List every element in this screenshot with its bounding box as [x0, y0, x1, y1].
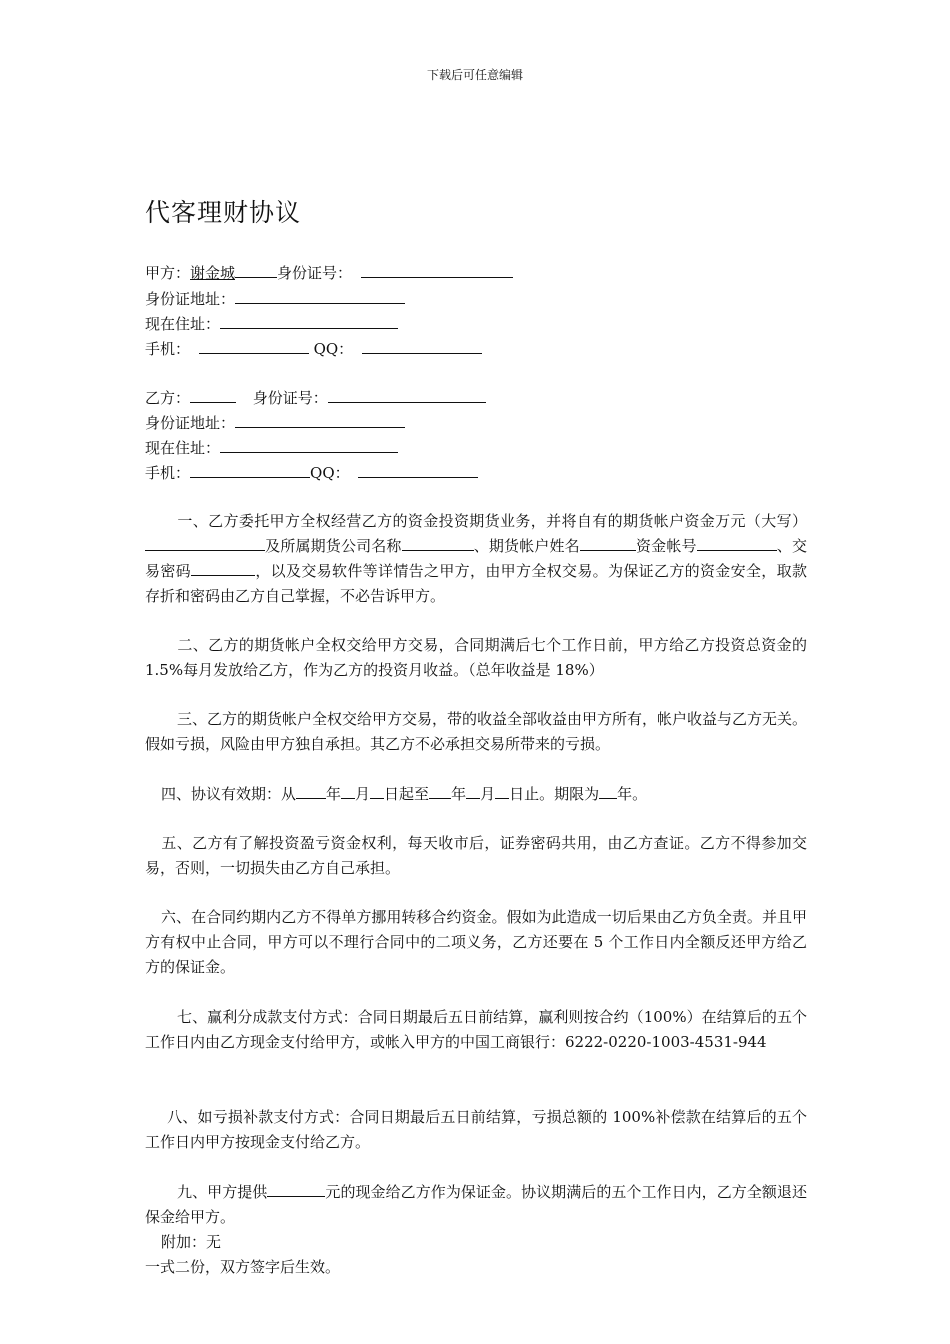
end-day-blank — [495, 784, 509, 799]
account-number-blank — [697, 536, 777, 551]
clause-1-text-e: 、交易密码 — [145, 537, 807, 580]
clause-1-text-c: 、期货帐户姓名 — [473, 537, 580, 555]
party-a-name: 谢金城 — [190, 264, 236, 282]
party-a-current-label: 现在住址： — [145, 315, 221, 333]
clause-2 — [145, 633, 807, 683]
start-day-blank — [370, 784, 384, 799]
clause-4-text-a: 四、协议有效期：从 — [161, 785, 297, 803]
party-a-id-label: 身份证号： — [277, 264, 353, 282]
clause-8-text: 八、如亏损补款支付方式：合同日期最后五日前结算，亏损总额的 100%补偿款在结算后的五个工作日内甲方按现金支付给乙方。 — [145, 1108, 807, 1151]
party-b-addr-label: 身份证地址： — [145, 414, 236, 432]
party-a-current-line — [145, 313, 398, 334]
party-a-id-blank — [361, 263, 513, 278]
start-year-blank — [296, 784, 326, 799]
party-b-current-blank — [220, 438, 398, 453]
party-a-line — [145, 262, 513, 283]
party-b-addr-blank — [235, 413, 405, 428]
company-blank — [402, 536, 474, 551]
clause-6-text: 六、在合同约期内乙方不得单方挪用转移合约资金。假如为此造成一切后果由乙方负全责。并且甲方有权中止合同，甲方可以不理行合同中的二项义务，乙方还要在 5 个工作日内全额反还甲方给乙方的保证金。 — [145, 908, 807, 976]
party-b-address-line — [145, 412, 405, 433]
party-b-phone-label: 手机： — [145, 464, 191, 482]
party-b-name-blank — [190, 388, 236, 403]
party-a-phone-blank — [199, 339, 309, 354]
party-a-qq-label: QQ： — [313, 340, 354, 358]
party-a-qq-blank — [362, 339, 482, 354]
document-title: 代客理财协议 — [145, 198, 302, 227]
clause-1-text-b: 及所属期货公司名称 — [265, 537, 402, 555]
party-a-phone-line — [145, 338, 482, 359]
clause-1-text-a: 一、乙方委托甲方全权经营乙方的资金投资期货业务，并将自有的期货帐户资金万元（大写） — [177, 512, 807, 530]
clause-4-text-e: 年 — [451, 785, 467, 803]
clause-1-text-d: 资金帐号 — [635, 537, 697, 555]
party-b-id-label: 身份证号： — [252, 389, 328, 407]
clause-7-text: 七、赢利分成款支付方式：合同日期最后五日前结算，赢利则按合约（100%）在结算后的五个工作日内由乙方现金支付给甲方，或帐入甲方的中国工商银行：6222-0220-1003-4531-944 — [145, 1008, 807, 1051]
clause-4-text-g: 日止。期限为 — [509, 785, 600, 803]
clause-9-text-a: 九、甲方提供 — [177, 1183, 268, 1201]
party-b-current-line — [145, 437, 398, 458]
party-a-addr-label: 身份证地址： — [145, 290, 236, 308]
clause-1 — [145, 509, 807, 609]
party-a-current-blank — [220, 314, 398, 329]
party-a-phone-label: 手机： — [145, 340, 191, 358]
party-b-line — [145, 387, 486, 408]
deposit-blank — [267, 1182, 325, 1197]
start-month-blank — [341, 784, 355, 799]
clause-4-text-f: 月 — [480, 785, 496, 803]
party-b-current-label: 现在住址： — [145, 439, 221, 457]
clause-9 — [145, 1180, 807, 1230]
party-a-addr-blank — [235, 289, 405, 304]
clause-7 — [145, 1005, 807, 1055]
clause-3-text: 三、乙方的期货帐户全权交给甲方交易，带的收益全部收益由甲方所有，帐户收益与乙方无关。假如亏损，风险由甲方独自承担。其乙方不必承担交易所带来的亏损。 — [145, 710, 808, 753]
party-a-address-line — [145, 288, 405, 309]
appendix-text: 附加：无 — [161, 1233, 222, 1251]
party-b-label: 乙方： — [145, 389, 191, 407]
clause-9-text-b: 元的现金给乙方作为保证金。协议期满后的五个工作日内，乙方全额退还保金给甲方。 — [145, 1183, 807, 1226]
party-b-phone-line — [145, 462, 478, 483]
party-b-id-blank — [328, 388, 486, 403]
clause-4-text-h: 年。 — [617, 785, 648, 803]
blank — [235, 263, 277, 278]
party-b-phone-blank — [190, 463, 310, 478]
closing-line — [145, 1255, 807, 1280]
account-name-blank — [580, 536, 636, 551]
closing-text: 一式二份，双方签字后生效。 — [145, 1258, 341, 1276]
amount-blank — [145, 536, 265, 551]
appendix — [145, 1230, 807, 1255]
clause-3 — [145, 707, 807, 757]
term-blank — [599, 784, 617, 799]
party-b-qq-blank — [358, 463, 478, 478]
password-blank — [191, 561, 255, 576]
clause-5-text: 五、乙方有了解投资盈亏资金权利，每天收市后，证券密码共用，由乙方查证。乙方不得参加交易，否则，一切损失由乙方自己承担。 — [145, 834, 807, 877]
clause-4-text-c: 月 — [355, 785, 371, 803]
clause-2-text: 二、乙方的期货帐户全权交给甲方交易，合同期满后七个工作日前，甲方给乙方投资总资金的 1.5%每月发放给乙方，作为乙方的投资月收益。（总年收益是 18%） — [145, 636, 807, 679]
clause-4-text-d: 日起至 — [384, 785, 430, 803]
clause-4-text-b: 年 — [326, 785, 342, 803]
end-month-blank — [466, 784, 480, 799]
end-year-blank — [429, 784, 451, 799]
page-header: 下载后可任意编辑 — [426, 68, 523, 82]
clause-6 — [145, 905, 807, 980]
clause-4 — [145, 782, 807, 807]
party-a-label: 甲方： — [145, 264, 191, 282]
party-b-qq-label: QQ： — [310, 464, 350, 482]
clause-5 — [145, 831, 807, 881]
clause-8 — [145, 1105, 807, 1155]
clause-1-text-f: ，以及交易软件等详情告之甲方，由甲方全权交易。为保证乙方的资金安全，取款存折和密码由乙方自己掌握，不必告诉甲方。 — [145, 562, 807, 605]
